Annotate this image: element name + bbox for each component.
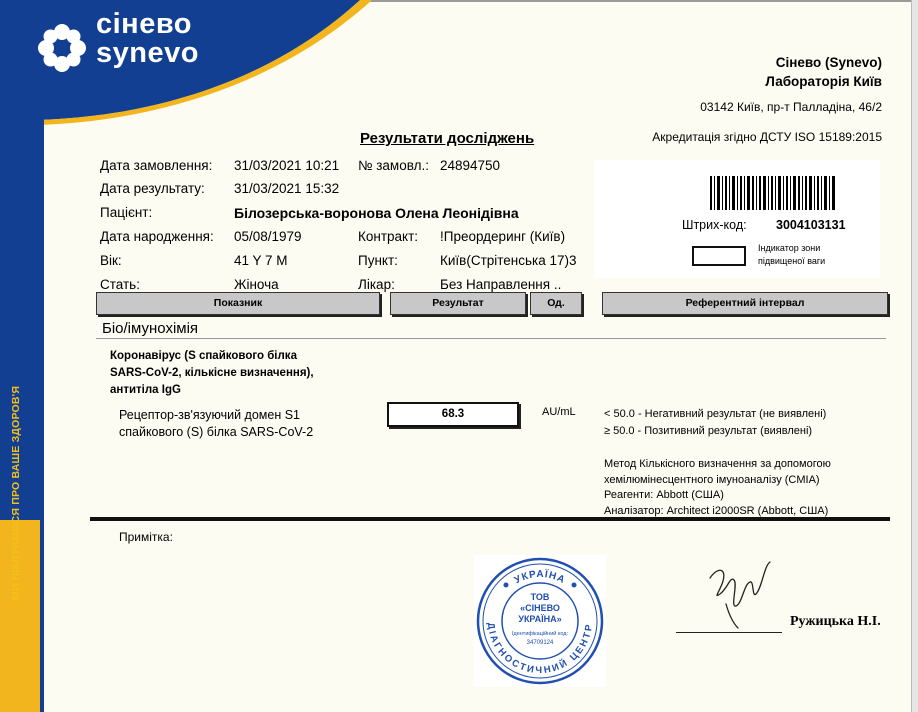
- stamp-ring-top: УКРАЇНА: [512, 568, 568, 587]
- age: 41 Y 7 M: [234, 253, 288, 268]
- lab-branch: Лабораторія Київ: [765, 74, 882, 89]
- barcode-icon: [710, 176, 836, 210]
- result-unit: AU/mL: [542, 406, 576, 418]
- method-line1: Метод Кількісного визначення за допомогою: [604, 458, 831, 470]
- order-no-label: № замовл.:: [358, 158, 429, 173]
- side-slogan: МИ ПІКЛУЄМОСЯ ПРО ВАШЕ ЗДОРОВ'Я: [10, 385, 22, 600]
- stamp-id-label: Ідентифікаційний код:: [511, 631, 569, 637]
- barcode-label: Штрих-код:: [682, 218, 747, 232]
- logo-text-cyrillic: сінево: [96, 8, 192, 40]
- contract-label: Контракт:: [358, 229, 419, 244]
- doctor-label: Лікар:: [358, 277, 395, 292]
- reference-line1: < 50.0 - Негативний результат (не виявлені): [604, 408, 827, 420]
- section-title: Біо/імунохімія: [102, 320, 199, 337]
- handwritten-signature: [700, 558, 780, 630]
- stamp-id-value: 34709124: [526, 640, 554, 646]
- header-indicator: Показник: [96, 292, 380, 315]
- stamp-line1: ТОВ: [530, 592, 550, 602]
- section-rule: [96, 338, 886, 339]
- test-name-line1: Рецептор-зв'язуючий домен S1: [119, 408, 301, 422]
- test-group-line3: антитіла IgG: [110, 384, 181, 396]
- result-date-label: Дата результату:: [100, 181, 205, 196]
- header-result: Результат: [390, 292, 526, 315]
- lab-name: Сінево (Synevo): [775, 55, 882, 70]
- document-title: Результати досліджень: [360, 130, 535, 147]
- test-group-line1: Коронавірус (S спайкового білка: [110, 350, 297, 362]
- company-stamp: [474, 555, 606, 687]
- lab-address: 03142 Київ, пр-т Палладіна, 46/2: [700, 100, 882, 114]
- contract: !Преордеринг (Київ): [440, 229, 566, 244]
- header-reference: Референтний інтервал: [602, 292, 888, 315]
- lab-accreditation: Акредитація згідно ДСТУ ISO 15189:2015: [652, 130, 882, 144]
- sex: Жіноча: [234, 277, 279, 292]
- note-label: Примітка:: [119, 530, 173, 544]
- stamp-line2: «СІНЕВО: [520, 603, 560, 613]
- dob: 05/08/1979: [234, 229, 302, 244]
- result-value: 68.3: [387, 402, 519, 427]
- order-no: 24894750: [440, 158, 501, 173]
- test-name-line2: спайкового (S) білка SARS-CoV-2: [119, 425, 314, 439]
- dob-label: Дата народження:: [100, 229, 214, 244]
- signature-name: Ружицька Н.І.: [790, 614, 881, 629]
- doctor: Без Направлення ..: [440, 277, 562, 292]
- reagents: Реагенти: Abbott (США): [604, 489, 724, 501]
- reference-line2: ≥ 50.0 - Позитивний результат (виявлені): [604, 425, 813, 437]
- patient-name: Білозерська-воронова Олена Леонідівна: [234, 205, 519, 221]
- order-date: 31/03/2021 10:21: [234, 158, 340, 173]
- stamp-ring-bottom: ДІАГНОСТИЧНИЙ ЦЕНТР: [484, 621, 596, 677]
- stamp-line3: УКРАЇНА»: [518, 614, 562, 624]
- right-scroll-edge: [911, 0, 918, 712]
- order-date-label: Дата замовлення:: [100, 158, 213, 173]
- weight-indicator-line1: Індикатор зони: [758, 243, 821, 253]
- result-date: 31/03/2021 15:32: [234, 181, 340, 196]
- weight-indicator-line2: підвищеної ваги: [758, 256, 826, 266]
- test-group-line2: SARS-CoV-2, кількісне визначення),: [110, 367, 314, 379]
- point-label: Пункт:: [358, 253, 398, 268]
- method-line2: хемілюмінесцентного імуноаналізу (CMIA): [604, 474, 820, 486]
- age-label: Вік:: [100, 253, 122, 268]
- signature-line: [676, 632, 782, 633]
- sex-label: Стать:: [100, 277, 140, 292]
- table-end-rule: [90, 517, 890, 521]
- logo-text-latin: synevo: [96, 37, 199, 69]
- patient-label: Пацієнт:: [100, 205, 153, 220]
- weight-indicator-box: [692, 246, 746, 266]
- point: Київ(Стрітенська 17)3: [440, 253, 577, 268]
- barcode-value: 3004103131: [776, 218, 846, 232]
- header-unit: Од.: [530, 292, 582, 315]
- flower-logo-icon: [36, 22, 88, 74]
- analyzer: Аналізатор: Architect i2000SR (Abbott, США): [604, 505, 829, 517]
